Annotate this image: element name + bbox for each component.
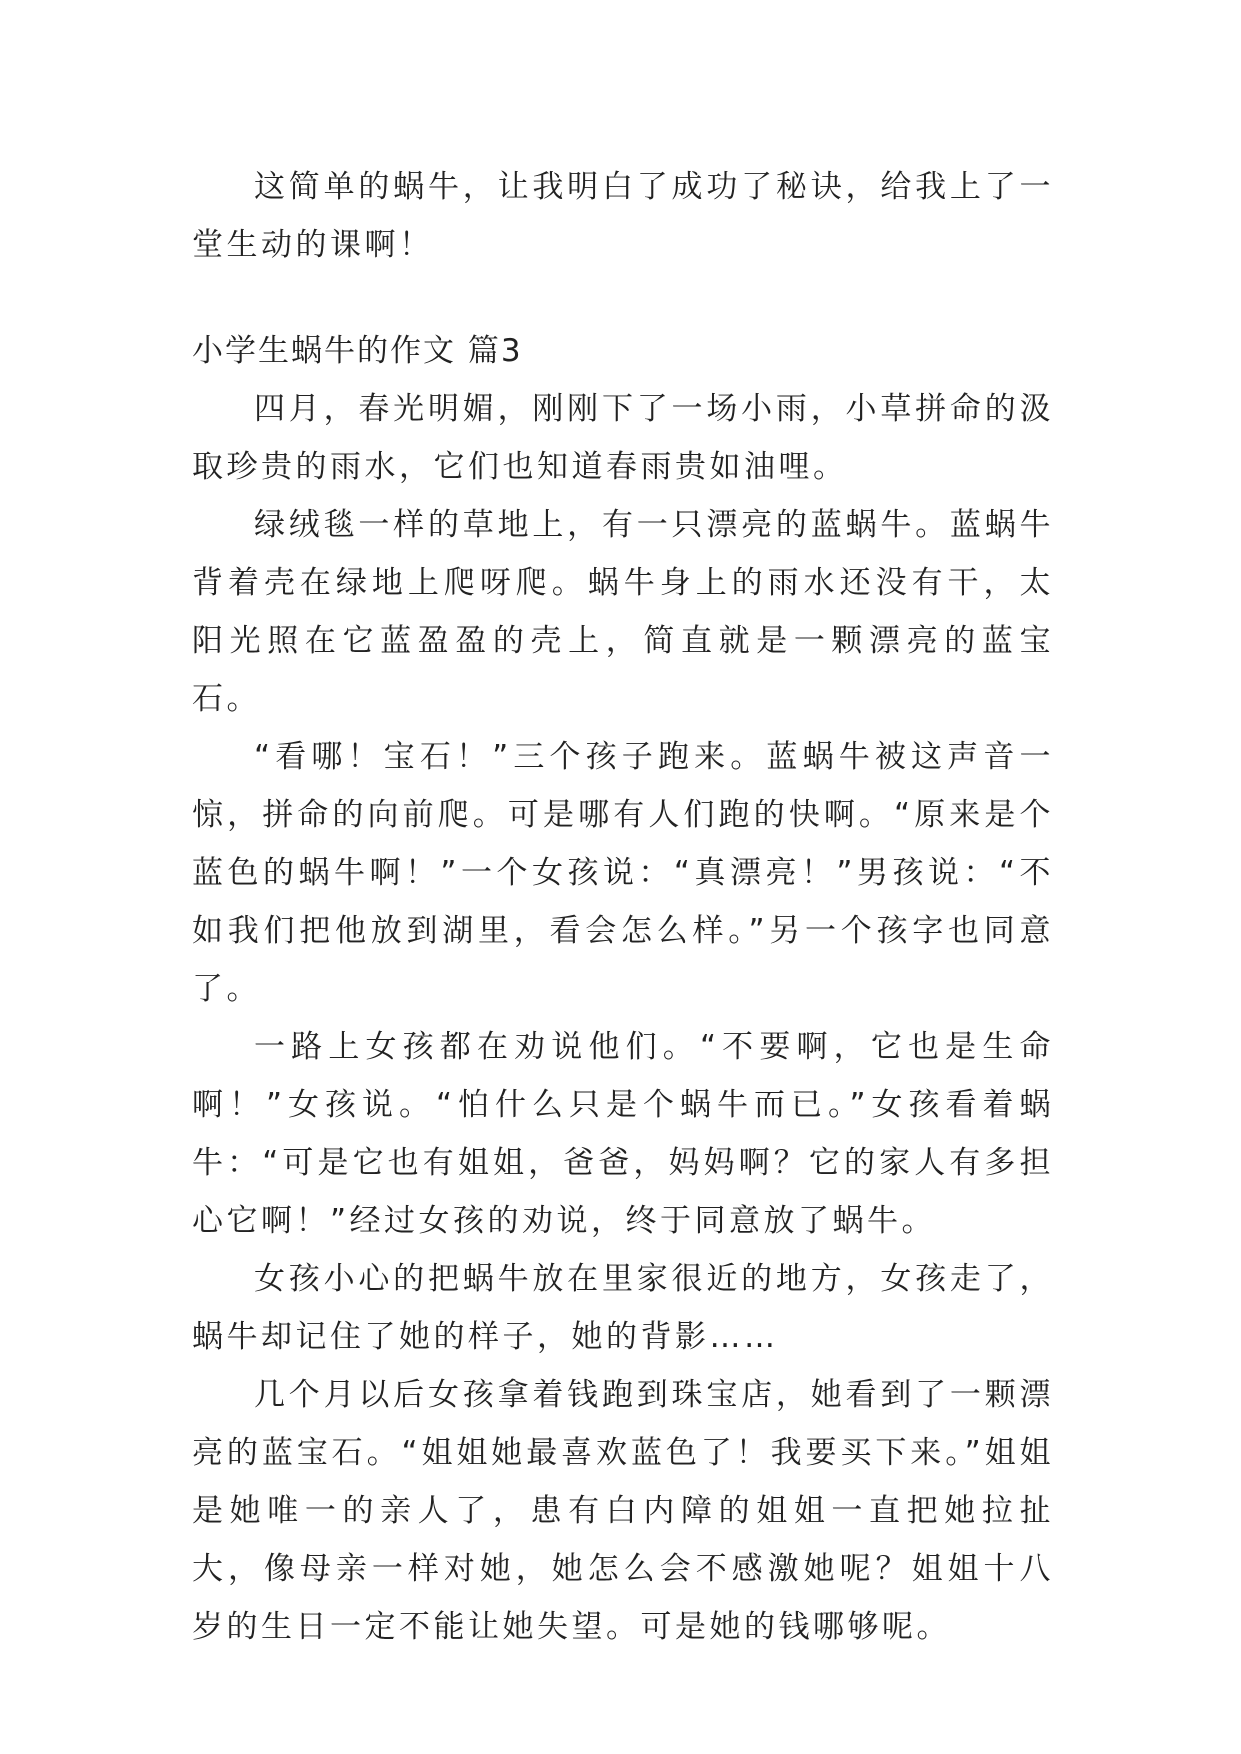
paragraph-5: 女孩小心的把蜗牛放在里家很近的地方，女孩走了，蜗牛却记住了她的样子，她的背影…… bbox=[192, 1261, 1054, 1355]
paragraph-4: 一路上女孩都在劝说他们。“不要啊，它也是生命啊！”女孩说。“怕什么只是个蜗牛而已。”女孩看着蜗牛：“可是它也有姐姐，爸爸，妈妈啊？它的家人有多担心它啊！”经过女孩的劝说，终于同意放了蜗牛。 bbox=[192, 1029, 1054, 1239]
paragraph-2: 绿绒毯一样的草地上，有一只漂亮的蓝蜗牛。蓝蜗牛背着壳在绿地上爬呀爬。蜗牛身上的雨水还没有干，太阳光照在它蓝盈盈的壳上，简直就是一颗漂亮的蓝宝石。 bbox=[192, 507, 1054, 717]
paragraph-3: “看哪！宝石！”三个孩子跑来。蓝蜗牛被这声音一惊，拼命的向前爬。可是哪有人们跑的快啊。“原来是个蓝色的蜗牛啊！”一个女孩说：“真漂亮！”男孩说：“不如我们把他放到湖里，看会怎么样。”另一个孩字也同意了。 bbox=[192, 739, 1054, 1007]
paragraph-1: 四月，春光明媚，刚刚下了一场小雨，小草拼命的汲取珍贵的雨水，它们也知道春雨贵如油哩。 bbox=[192, 391, 1054, 485]
document-body bbox=[192, 158, 1054, 1656]
section-heading: 小学生蜗牛的作文 篇3 bbox=[192, 333, 523, 369]
paragraph-6: 几个月以后女孩拿着钱跑到珠宝店，她看到了一颗漂亮的蓝宝石。“姐姐她最喜欢蓝色了！我要买下来。”姐姐是她唯一的亲人了，患有白内障的姐姐一直把她拉扯大，像母亲一样对她，她怎么会不感激她呢？姐姐十八岁的生日一定不能让她失望。可是她的钱哪够呢。 bbox=[192, 1377, 1054, 1645]
intro-paragraph: 这简单的蜗牛，让我明白了成功了秘诀，给我上了一堂生动的课啊！ bbox=[192, 169, 1054, 263]
